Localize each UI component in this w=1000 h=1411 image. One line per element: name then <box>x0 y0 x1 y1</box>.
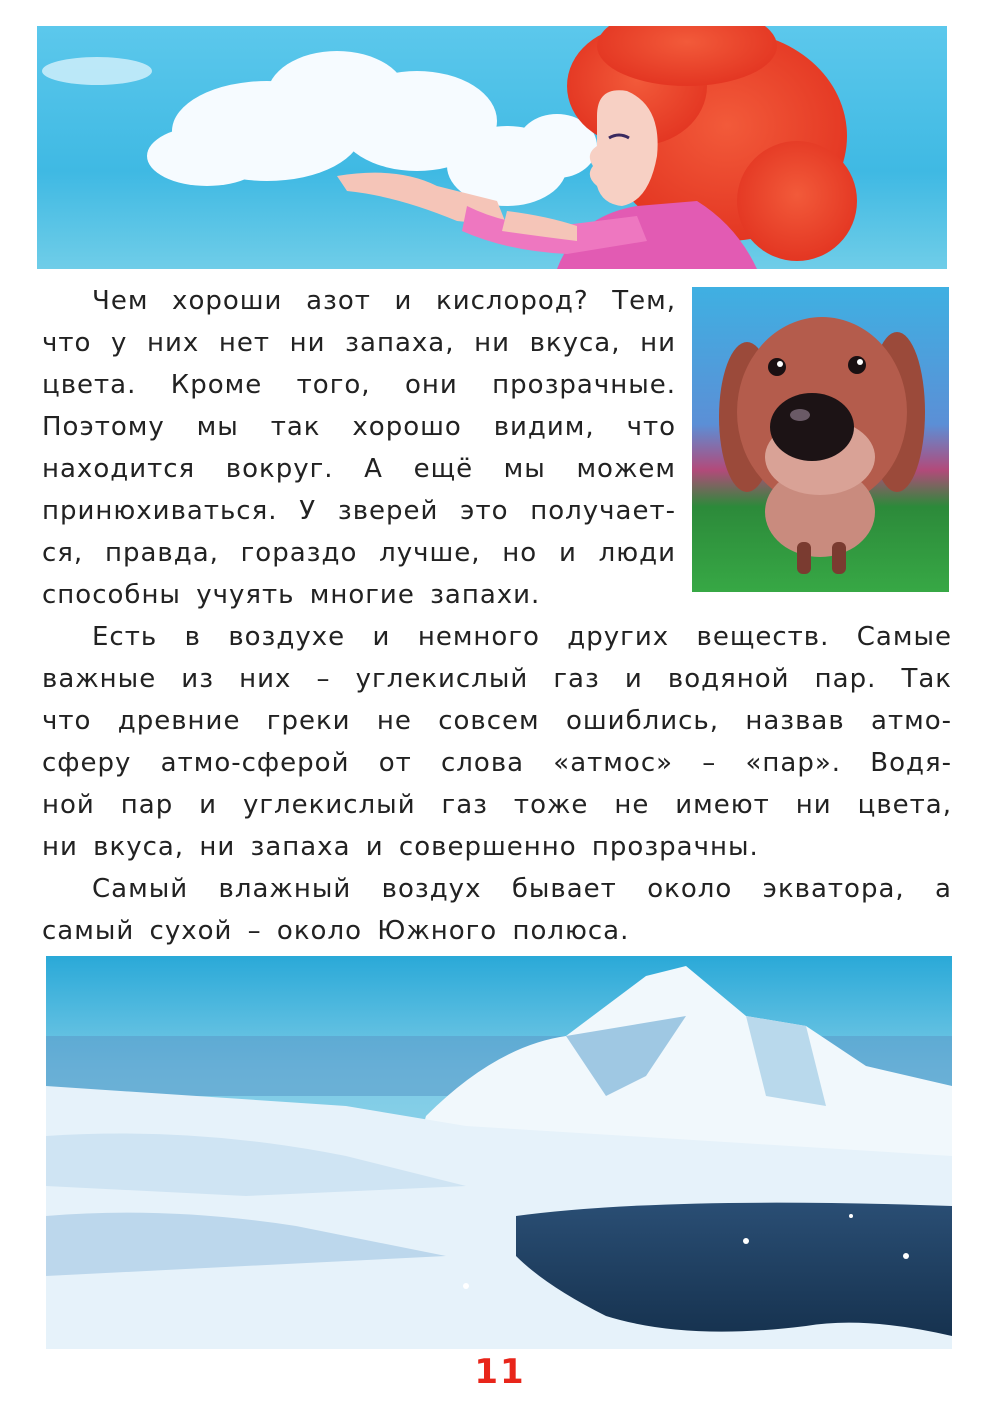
text-line: способны учуять многие запахи. <box>42 580 541 610</box>
text-line: ся, правда, гораздо лучше, но и люди <box>42 538 676 568</box>
text-line: ни вкуса, ни запаха и совершенно прозрачны. <box>42 832 759 862</box>
text-line: Самый влажный воздух бывает около экватора, а <box>92 874 952 904</box>
girl-with-cloud-image <box>37 26 947 269</box>
dog-portrait-image <box>692 287 949 592</box>
text-line: Поэтому мы так хорошо видим, что <box>42 412 676 442</box>
paragraph-3 <box>42 868 952 952</box>
paragraph-2 <box>42 616 952 868</box>
text-line: что древние греки не совсем ошиблись, назвав атмо- <box>42 706 952 736</box>
antarctic-ice-image <box>46 956 952 1349</box>
text-line: важные из них – углекислый газ и водяной пар. Так <box>42 664 952 694</box>
bottom-illustration <box>46 956 952 1349</box>
text-line: принюхиваться. У зверей это получает- <box>42 496 676 526</box>
text-line: Есть в воздухе и немного других веществ. Самые <box>92 622 952 652</box>
text-line: Чем хороши азот и кислород? Тем, <box>92 286 676 316</box>
text-line: цвета. Кроме того, они прозрачные. <box>42 370 676 400</box>
text-line: что у них нет ни запаха, ни вкуса, ни <box>42 328 676 358</box>
dog-illustration <box>692 287 949 592</box>
text-line: ной пар и углекислый газ тоже не имеют ни цвета, <box>42 790 952 820</box>
paragraph-1 <box>42 280 676 616</box>
text-line: находится вокруг. А ещё мы можем <box>42 454 676 484</box>
top-illustration <box>37 26 947 269</box>
page-number: 11 <box>474 1352 526 1392</box>
text-line: самый сухой – около Южного полюса. <box>42 916 630 946</box>
text-line: сферу атмо-сферой от слова «атмос» – «пар». Водя- <box>42 748 952 778</box>
